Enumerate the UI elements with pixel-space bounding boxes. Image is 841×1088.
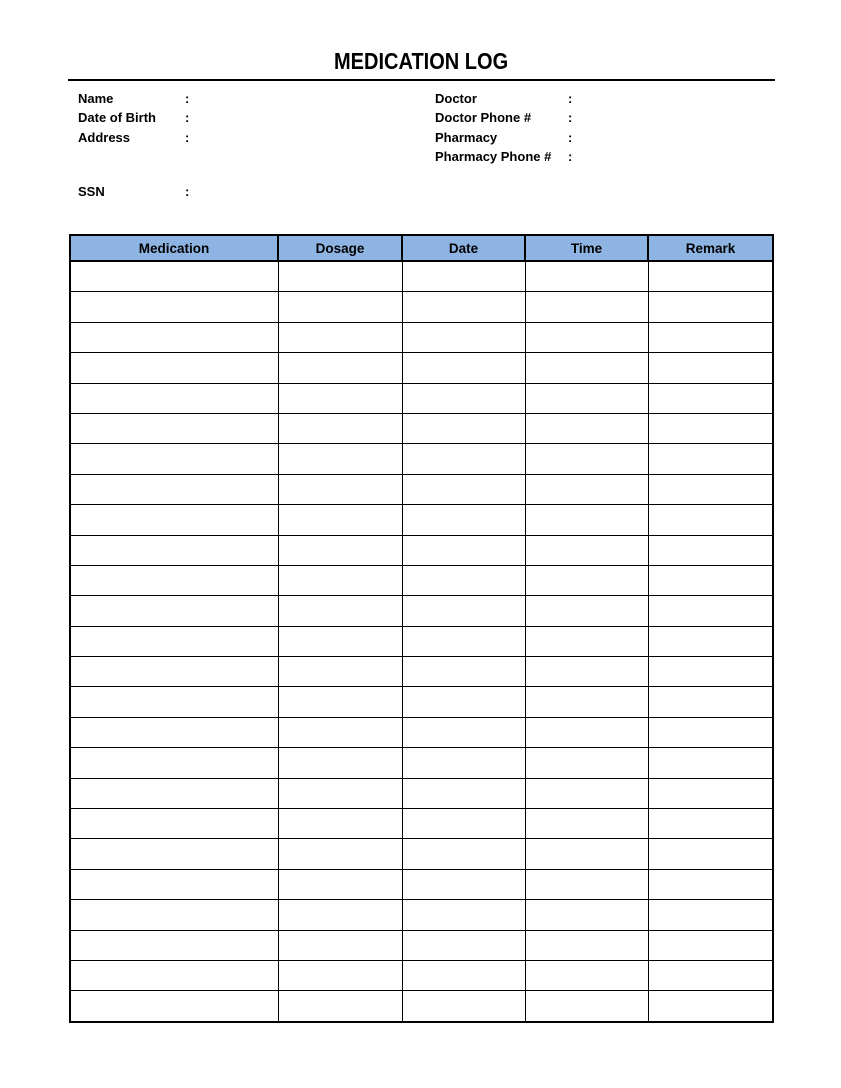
table-cell-medication[interactable]: [70, 869, 278, 899]
table-row: [70, 687, 773, 717]
date-of-birth-value-input[interactable]: [199, 110, 379, 126]
field-separator: :: [185, 110, 190, 126]
table-cell-date[interactable]: [402, 261, 525, 292]
table-cell-medication[interactable]: [70, 900, 278, 930]
table-cell-dosage[interactable]: [278, 809, 402, 839]
table-cell-date[interactable]: [402, 657, 525, 687]
table-row: [70, 869, 773, 899]
table-cell-time[interactable]: [525, 869, 648, 899]
table-cell-dosage[interactable]: [278, 353, 402, 383]
table-cell-date[interactable]: [402, 505, 525, 535]
column-header-date: Date: [402, 235, 525, 261]
field-label: Address: [78, 129, 131, 145]
table-cell-medication[interactable]: [70, 565, 278, 595]
table-cell-time[interactable]: [525, 292, 648, 322]
table-cell-dosage[interactable]: [278, 717, 402, 747]
table-cell-dosage[interactable]: [278, 383, 402, 413]
table-cell-date[interactable]: [402, 778, 525, 808]
field-label: Name: [78, 91, 114, 106]
field-label: Date of Birth: [78, 110, 156, 126]
table-cell-remark[interactable]: [648, 444, 773, 474]
table-cell-medication[interactable]: [70, 657, 278, 687]
table-cell-medication[interactable]: [70, 413, 278, 443]
table-cell-remark[interactable]: [648, 809, 773, 839]
table-cell-dosage[interactable]: [278, 626, 402, 656]
table-cell-time[interactable]: [525, 535, 648, 565]
field-name: [78, 91, 379, 110]
table-cell-time[interactable]: [525, 839, 648, 869]
table-cell-remark[interactable]: [648, 413, 773, 443]
table-header-row: [70, 235, 773, 261]
pharmacy-phone-value-input[interactable]: [582, 149, 762, 165]
table-cell-date[interactable]: [402, 413, 525, 443]
table-cell-remark[interactable]: [648, 778, 773, 808]
table-cell-time[interactable]: [525, 778, 648, 808]
table-cell-time[interactable]: [525, 748, 648, 778]
column-header-time: Time: [525, 235, 648, 261]
table-cell-medication[interactable]: [70, 778, 278, 808]
table-cell-medication[interactable]: [70, 596, 278, 626]
table-cell-dosage[interactable]: [278, 413, 402, 443]
table-row: [70, 778, 773, 808]
table-cell-time[interactable]: [525, 657, 648, 687]
table-cell-date[interactable]: [402, 596, 525, 626]
table-row: [70, 991, 773, 1022]
table-row: [70, 596, 773, 626]
table-cell-time[interactable]: [525, 261, 648, 292]
table-cell-remark[interactable]: [648, 839, 773, 869]
column-header-medication: Medication: [70, 235, 278, 261]
table-row: [70, 322, 773, 352]
table-cell-time[interactable]: [525, 505, 648, 535]
field-date-of-birth: [78, 110, 379, 129]
field-label: Pharmacy Phone #: [435, 148, 552, 164]
table-cell-medication[interactable]: [70, 383, 278, 413]
table-cell-dosage[interactable]: [278, 778, 402, 808]
field-label: SSN: [78, 184, 105, 199]
table-cell-medication[interactable]: [70, 748, 278, 778]
table-cell-remark[interactable]: [648, 596, 773, 626]
table-cell-dosage[interactable]: [278, 474, 402, 504]
table-row: [70, 657, 773, 687]
field-doctor: [435, 91, 762, 110]
field-separator: :: [568, 91, 573, 106]
table-cell-medication[interactable]: [70, 991, 278, 1022]
field-separator: :: [185, 129, 190, 145]
table-cell-time[interactable]: [525, 717, 648, 747]
table-cell-remark[interactable]: [648, 261, 773, 292]
table-row: [70, 839, 773, 869]
table-cell-medication[interactable]: [70, 960, 278, 990]
table-cell-dosage[interactable]: [278, 292, 402, 322]
table-cell-time[interactable]: [525, 809, 648, 839]
table-cell-medication[interactable]: [70, 353, 278, 383]
table-cell-medication[interactable]: [70, 474, 278, 504]
field-address: [78, 130, 379, 149]
address-value-input[interactable]: [199, 130, 379, 146]
provider-info-fields: [435, 91, 762, 168]
table-row: [70, 900, 773, 930]
table-cell-dosage[interactable]: [278, 596, 402, 626]
table-cell-dosage[interactable]: [278, 444, 402, 474]
table-cell-remark[interactable]: [648, 626, 773, 656]
table-cell-dosage[interactable]: [278, 505, 402, 535]
field-separator: :: [185, 184, 190, 199]
field-separator: :: [568, 129, 573, 145]
table-row: [70, 261, 773, 292]
table-cell-medication[interactable]: [70, 626, 278, 656]
table-cell-remark[interactable]: [648, 717, 773, 747]
table-cell-time[interactable]: [525, 900, 648, 930]
table-cell-date[interactable]: [402, 535, 525, 565]
ssn-field-block: [78, 184, 379, 203]
table-row: [70, 565, 773, 595]
table-cell-dosage[interactable]: [278, 930, 402, 960]
table-cell-dosage[interactable]: [278, 322, 402, 352]
table-cell-time[interactable]: [525, 413, 648, 443]
doctor-phone-value-input[interactable]: [582, 110, 762, 126]
table-cell-time[interactable]: [525, 930, 648, 960]
table-cell-remark[interactable]: [648, 930, 773, 960]
table-cell-remark[interactable]: [648, 657, 773, 687]
table-row: [70, 809, 773, 839]
table-row: [70, 505, 773, 535]
table-cell-medication[interactable]: [70, 261, 278, 292]
table-cell-remark[interactable]: [648, 869, 773, 899]
table-cell-dosage[interactable]: [278, 261, 402, 292]
table-cell-medication[interactable]: [70, 717, 278, 747]
table-cell-date[interactable]: [402, 900, 525, 930]
table-cell-time[interactable]: [525, 687, 648, 717]
table-cell-date[interactable]: [402, 960, 525, 990]
table-cell-remark[interactable]: [648, 565, 773, 595]
table-cell-medication[interactable]: [70, 839, 278, 869]
table-cell-time[interactable]: [525, 474, 648, 504]
table-cell-date[interactable]: [402, 687, 525, 717]
table-cell-time[interactable]: [525, 596, 648, 626]
page-title: MEDICATION LOG: [334, 48, 509, 74]
table-cell-date[interactable]: [402, 717, 525, 747]
table-cell-date[interactable]: [402, 991, 525, 1022]
table-cell-time[interactable]: [525, 383, 648, 413]
table-cell-date[interactable]: [402, 444, 525, 474]
field-doctor-phone: [435, 110, 762, 129]
table-cell-medication[interactable]: [70, 292, 278, 322]
table-row: [70, 626, 773, 656]
table-cell-dosage[interactable]: [278, 535, 402, 565]
title-wrap: [68, 48, 775, 75]
table-cell-medication[interactable]: [70, 687, 278, 717]
doctor-value-input[interactable]: [582, 91, 762, 107]
table-cell-time[interactable]: [525, 322, 648, 352]
table-cell-date[interactable]: [402, 474, 525, 504]
field-pharmacy-phone: [435, 149, 762, 168]
table-cell-remark[interactable]: [648, 322, 773, 352]
table-cell-time[interactable]: [525, 626, 648, 656]
field-separator: :: [568, 110, 573, 126]
table-cell-date[interactable]: [402, 292, 525, 322]
table-cell-remark[interactable]: [648, 687, 773, 717]
table-cell-date[interactable]: [402, 565, 525, 595]
table-cell-medication[interactable]: [70, 930, 278, 960]
table-row: [70, 353, 773, 383]
table-cell-medication[interactable]: [70, 505, 278, 535]
pharmacy-value-input[interactable]: [582, 130, 762, 146]
table-cell-date[interactable]: [402, 930, 525, 960]
table-cell-medication[interactable]: [70, 322, 278, 352]
table-cell-dosage[interactable]: [278, 687, 402, 717]
table-cell-remark[interactable]: [648, 353, 773, 383]
table-cell-remark[interactable]: [648, 960, 773, 990]
medication-log-table: [69, 234, 774, 1023]
table-cell-dosage[interactable]: [278, 991, 402, 1022]
table-cell-dosage[interactable]: [278, 869, 402, 899]
medication-table-body: [70, 261, 773, 1022]
table-cell-time[interactable]: [525, 991, 648, 1022]
table-cell-medication[interactable]: [70, 809, 278, 839]
field-ssn: [78, 184, 379, 203]
table-row: [70, 930, 773, 960]
table-header: [70, 235, 773, 261]
table-cell-remark[interactable]: [648, 748, 773, 778]
field-separator: :: [568, 148, 573, 164]
table-row: [70, 413, 773, 443]
table-cell-dosage[interactable]: [278, 748, 402, 778]
table-cell-date[interactable]: [402, 322, 525, 352]
table-cell-remark[interactable]: [648, 505, 773, 535]
table-cell-dosage[interactable]: [278, 657, 402, 687]
column-header-remark: Remark: [648, 235, 773, 261]
name-value-input[interactable]: [199, 91, 379, 107]
table-cell-date[interactable]: [402, 353, 525, 383]
table-row: [70, 292, 773, 322]
table-row: [70, 748, 773, 778]
field-separator: :: [185, 91, 190, 106]
field-pharmacy: [435, 130, 762, 149]
table-row: [70, 383, 773, 413]
table-cell-date[interactable]: [402, 383, 525, 413]
table-cell-remark[interactable]: [648, 535, 773, 565]
table-cell-remark[interactable]: [648, 383, 773, 413]
table-row: [70, 535, 773, 565]
table-row: [70, 444, 773, 474]
table-cell-time[interactable]: [525, 565, 648, 595]
table-cell-time[interactable]: [525, 444, 648, 474]
ssn-value-input[interactable]: [199, 184, 379, 200]
field-label: Doctor: [435, 91, 477, 106]
field-label: Doctor Phone #: [435, 110, 532, 126]
table-row: [70, 474, 773, 504]
table-cell-date[interactable]: [402, 809, 525, 839]
title-divider: [68, 79, 775, 81]
table-row: [70, 717, 773, 747]
table-cell-remark[interactable]: [648, 292, 773, 322]
table-cell-remark[interactable]: [648, 900, 773, 930]
table-row: [70, 960, 773, 990]
patient-info-fields: [78, 91, 379, 149]
table-cell-dosage[interactable]: [278, 839, 402, 869]
table-cell-dosage[interactable]: [278, 900, 402, 930]
table-cell-time[interactable]: [525, 960, 648, 990]
table-cell-remark[interactable]: [648, 474, 773, 504]
table-cell-time[interactable]: [525, 353, 648, 383]
table-cell-medication[interactable]: [70, 444, 278, 474]
field-label: Pharmacy: [435, 129, 498, 145]
table-cell-remark[interactable]: [648, 991, 773, 1022]
table-cell-date[interactable]: [402, 839, 525, 869]
column-header-dosage: Dosage: [278, 235, 402, 261]
table-cell-dosage[interactable]: [278, 960, 402, 990]
table-cell-dosage[interactable]: [278, 565, 402, 595]
table-cell-medication[interactable]: [70, 535, 278, 565]
table-cell-date[interactable]: [402, 869, 525, 899]
table-cell-date[interactable]: [402, 626, 525, 656]
table-cell-date[interactable]: [402, 748, 525, 778]
